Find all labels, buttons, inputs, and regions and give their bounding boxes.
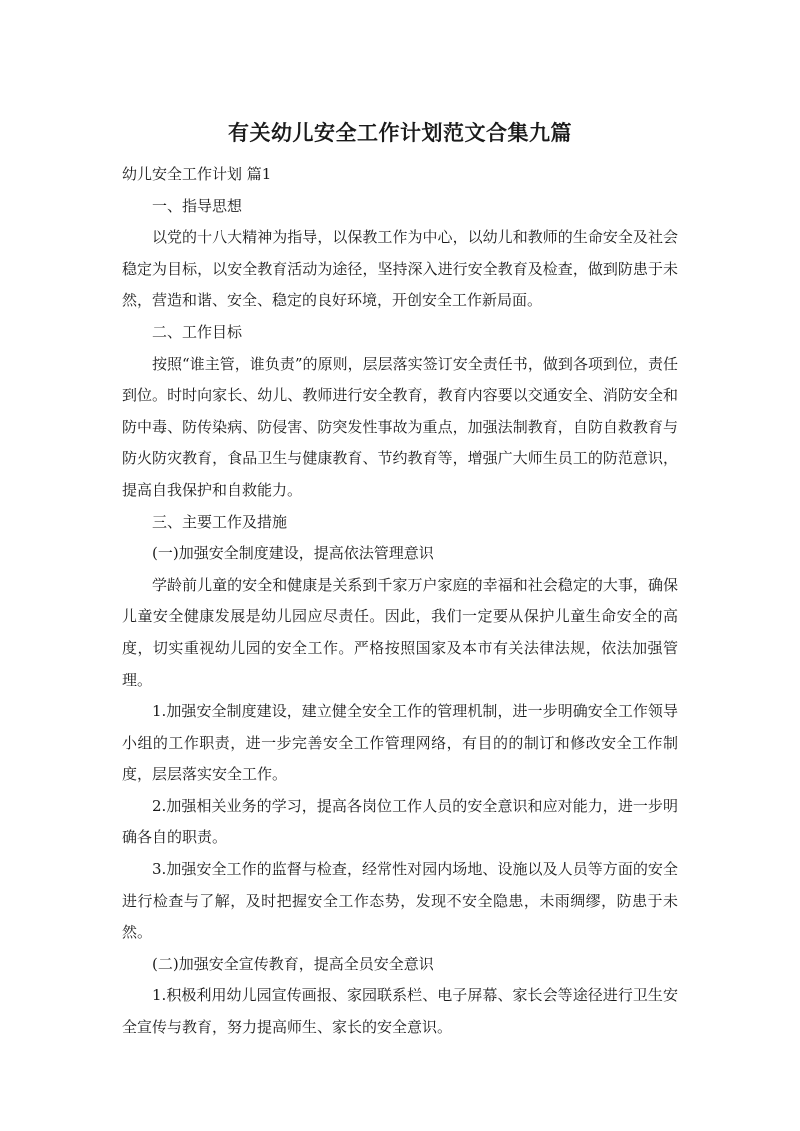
paragraph-work-goals: 按照“谁主管，谁负责”的原则，层层落实签订安全责任书，做到各项到位，责任到位。时时向家长、幼儿、教师进行安全教育，教育内容要以交通安全、消防安全和防中毒、防传染病、防侵害、防突发性事故为重点，加强法制教育，自防自救教育与防火防灾教育，食品卫生与健康教育、节约教育等，增强广大师生员工的防范意识，提高自我保护和自救能力。: [122, 354, 678, 499]
item-2-business-study: 2.加强相关业务的学习，提高各岗位工作人员的安全意识和应对能力，进一步明确各自的职责。: [122, 796, 678, 847]
subheading-safety-system: (一)加强安全制度建设，提高依法管理意识: [152, 544, 434, 563]
subheading-safety-education: (二)加强安全宣传教育，提高全员安全意识: [152, 954, 434, 973]
paragraph-child-safety: 学龄前儿童的安全和健康是关系到千家万户家庭的幸福和社会稳定的大事，确保儿童安全健康发展是幼儿园应尽责任。因此，我们一定要从保护儿童生命安全的高度，切实重视幼儿园的安全工作。严格按照国家及本市有关法律法规，依法加强管理。: [122, 575, 678, 689]
heading-main-measures: 三、主要工作及措施: [152, 512, 288, 531]
document-title: 有关幼儿安全工作计划范文合集九篇: [228, 121, 572, 145]
item-1-safety-system: 1.加强安全制度建设，建立健全安全工作的管理机制，进一步明确安全工作领导小组的工作职责，进一步完善安全工作管理网络，有目的的制订和修改安全工作制度，层层落实安全工作。: [122, 702, 678, 784]
paragraph-guiding-thought: 以党的十八大精神为指导，以保教工作为中心，以幼儿和教师的生命安全及社会稳定为目标，以安全教育活动为途径，坚持深入进行安全教育及检查，做到防患于未然，营造和谐、安全、稳定的良好环境，开创安全工作新局面。: [122, 228, 678, 310]
item-3-supervision: 3.加强安全工作的监督与检查，经常性对园内场地、设施以及人员等方面的安全进行检查与了解，及时把握安全工作态势，发现不安全隐患，未雨绸缪，防患于未然。: [122, 860, 678, 942]
heading-work-goals: 二、工作目标: [152, 322, 243, 341]
heading-guiding-thought: 一、指导思想: [152, 196, 243, 215]
item-1-publicity: 1.积极利用幼儿园宣传画报、家园联系栏、电子屏幕、家长会等途径进行卫生安全宣传与教育，努力提高师生、家长的安全意识。: [122, 986, 678, 1037]
section-subtitle: 幼儿安全工作计划 篇1: [122, 165, 272, 183]
